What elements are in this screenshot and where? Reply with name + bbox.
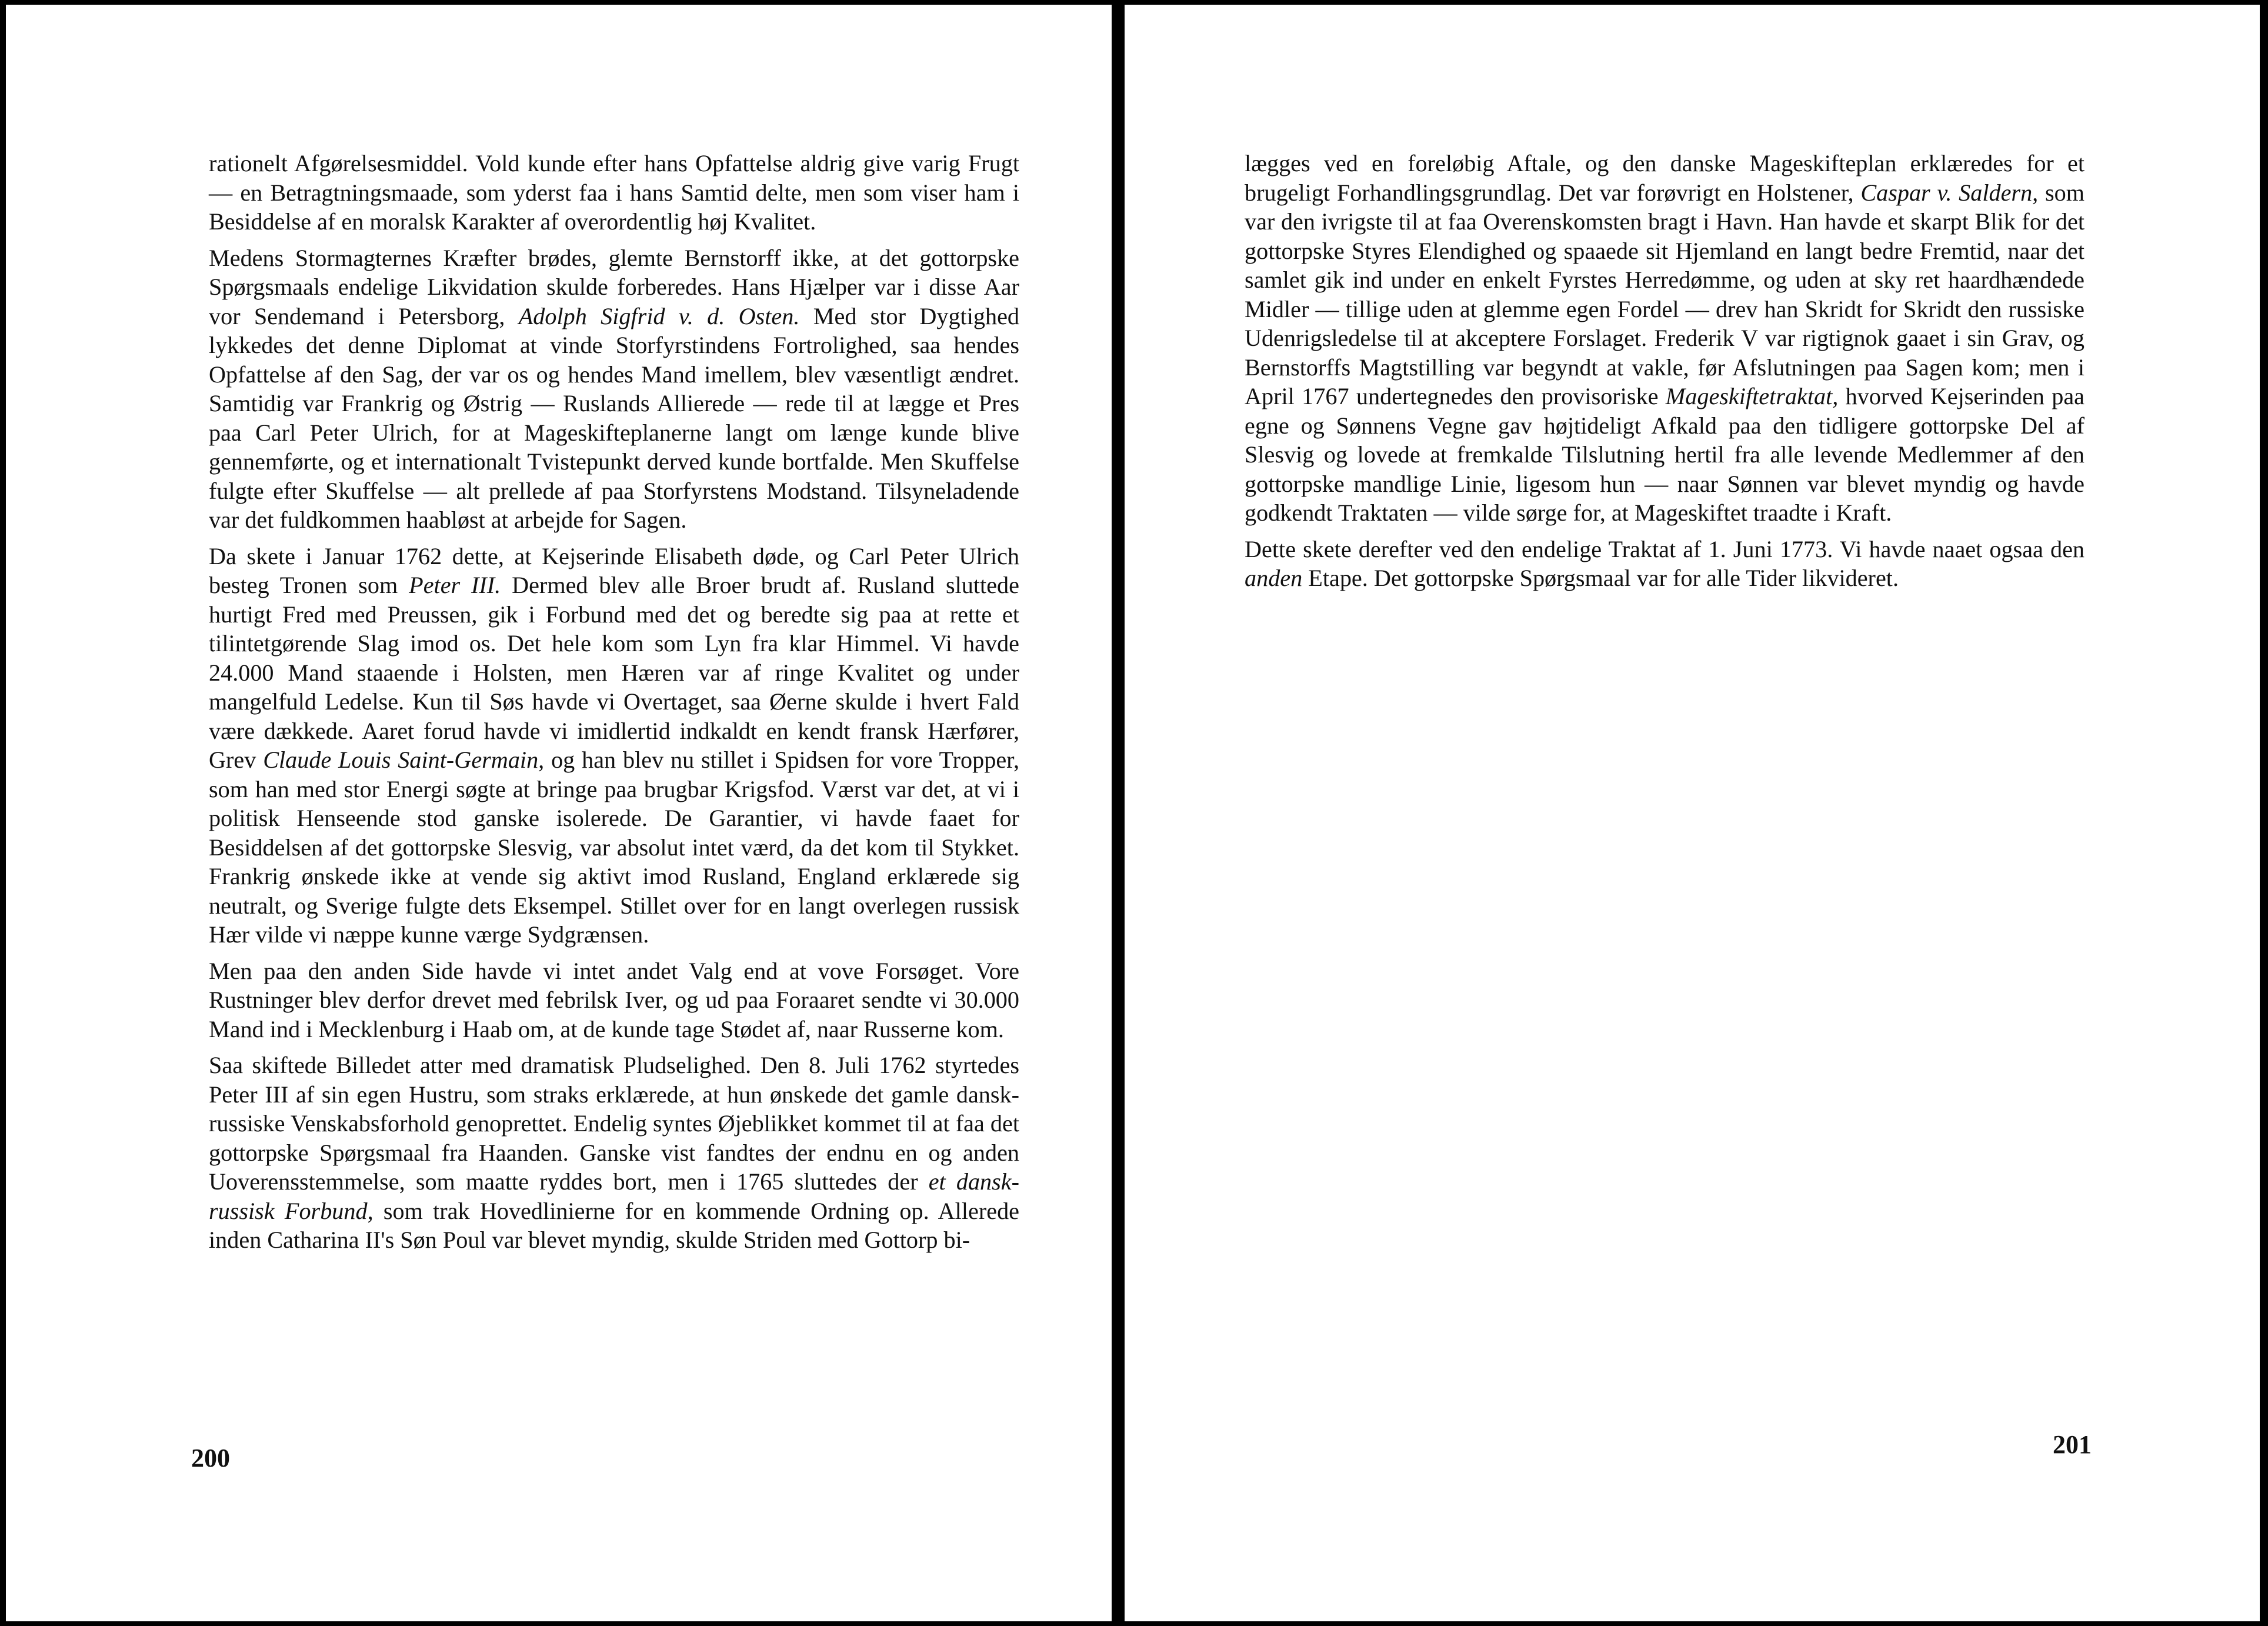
paragraph (209, 1051, 1019, 1255)
text-run: rationelt Afgørelsesmiddel. Vold kunde efter hans Opfattelse aldrig give varig Frugt — en Betragtningsmaade, som yderst faa i hans Samtid delte, men som viser ham i Besiddelse af en moralsk Karakter af overordentlig høj Kvalitet. (209, 150, 1019, 235)
text-run: som var den ivrigste til at faa Overenskomsten bragt i Havn. Han havde et skarpt Blik for det gottorpske Styres Elendighed og spaaede sit Hjemland en langt bedre Fremtid, naar det samlet gik ind under en enkelt Fyrstes Herredømme, og uden at sky ret haardhændede Midler — tillige uden at glemme egen Fordel — drev han Skridt for Skridt den russiske Udenrigsledelse til at akceptere Forslaget. Frederik V var rigtignok gaaet i sin Grav, og Bernstorffs Magtstilling var begyndt at vakle, før Afslutningen paa Sagen kom; men i April 1767 undertegnedes den provisoriske (1245, 179, 2084, 409)
text-run: Medens Stormagternes Kræfter brødes, glemte Bernstorff ikke, at det gottorpske Spørgsmaals endelige Likvidation skulde forberedes. Hans Hjælper var i disse Aar vor Sendemand i Petersborg, (209, 244, 1019, 329)
page-number: 201 (2053, 1430, 2092, 1459)
text-run: Med stor Dygtighed lykkedes det denne Diplomat at vinde Storfyrstindens Fortrolighed, saa hendes Opfattelse af den Sag, der var os og hendes Mand imellem, blev væsentligt ændret. Samtidig var Frankrig og Østrig — Ruslands Allierede — rede til at lægge et Pres paa Carl Peter Ulrich, for at Mageskifteplanerne langt om længe kunde blive gennemførte, og et internationalt Tvistepunkt derved kunde bortfalde. Men Skuffelse fulgte efter Skuffelse — alt prellede af paa Storfyrstens Modstand. Tilsyneladende var det fuldkommen haabløst at arbejde for Sagen. (209, 302, 1020, 533)
paragraph (209, 244, 1019, 535)
paragraph (209, 149, 1019, 236)
text-run: Saa skiftede Billedet atter med dramatisk Pludselighed. Den 8. Juli 1762 styrtedes Peter III af sin egen Hustru, som straks erklærede, at hun ønskede det gamle dansk-russiske Venskabsforhold genoprettet. Endelig syntes Øjeblikket kommet til at faa det gottorpske Spørgsmaal fra Haanden. Ganske vist fandtes der endnu en og anden Uoverensstemmelse, som maatte ryddes bort, men i 1765 sluttedes der (209, 1052, 1019, 1195)
text-run: Dermed blev alle Broer brudt af. Rusland sluttede hurtigt Fred med Preussen, gik i Forbund med det og beredte sig paa at rette et tilintetgørende Slag imod os. Det hele kom som Lyn fra klar Himmel. Vi havde 24.000 Mand staaende i Holsten, men Hæren var af ringe Kvalitet og under mangelfuld Ledelse. Kun til Søs havde vi Overtaget, saa Øerne skulde i hvert Fald være dækkede. Aaret forud havde vi imidlertid indkaldt en kendt fransk Hærfører, Grev (209, 572, 1019, 773)
text-run: Dette skete derefter ved den endelige Traktat af 1. Juni 1773. Vi havde naaet ogsaa den (1245, 535, 2084, 562)
right-page (1125, 5, 2260, 1621)
text-run: hvorved Kejserinden paa egne og Sønnens Vegne gav højtideligt Afkald paa den tidligere gottorpske Del af Slesvig og lovede at fremkalde Tilslutning hertil fra alle levende Medlemmer af den gottorpske mandlige Linie, ligesom hun — naar Sønnen var blevet myndig og havde godkendt Traktaten — vilde sørge for, at Mageskiftet traadte i Kraft. (1245, 383, 2084, 526)
italic-run: Peter III. (409, 572, 501, 598)
text-run: Da skete i Januar 1762 dette, at Kejserinde Elisabeth døde, og Carl Peter Ulrich besteg Tronen som (209, 542, 1019, 598)
text-run: Men paa den anden Side havde vi intet andet Valg end at vove Forsøget. Vore Rustninger blev derfor drevet med febrilsk Iver, og ud paa Foraaret sendte vi 30.000 Mand ind i Mecklenburg i Haab om, at de kunde tage Stødet af, naar Russerne kom. (209, 957, 1019, 1042)
text-run: lægges ved en foreløbig Aftale, og den danske Mageskifteplan erklæredes for et brugeligt Forhandlingsgrundlag. Det var forøvrigt en Holstener, (1245, 150, 2084, 206)
italic-run: Adolph Sigfrid v. d. Osten. (518, 302, 800, 329)
paragraph (209, 542, 1019, 949)
left-page-text (209, 149, 1019, 1262)
italic-run: Caspar v. Saldern, (1860, 179, 2039, 206)
right-page-text (1245, 149, 2084, 600)
paragraph (1245, 149, 2084, 528)
left-page (6, 5, 1112, 1621)
italic-run: Mageskiftetraktat, (1665, 383, 1839, 409)
page-number: 200 (191, 1444, 230, 1472)
text-run: og han blev nu stillet i Spidsen for vore Tropper, som han med stor Energi søgte at bringe paa brugbar Krigsfod. Værst var det, at vi i politisk Henseende stod ganske isolerede. De Garantier, vi havde faaet for Besiddelsen af det gottorpske Slesvig, var absolut intet værd, da det kom til Stykket. Frankrig ønskede ikke at vende sig aktivt imod Rusland, England erklærede sig neutralt, og Sverige fulgte dets Eksempel. Stillet over for en langt overlegen russisk Hær vilde vi næppe kunne værge Sydgrænsen. (209, 747, 1019, 948)
italic-run: anden (1245, 565, 1303, 591)
paragraph (209, 957, 1019, 1044)
text-run: Etape. Det gottorpske Spørgsmaal var for alle Tider likvideret. (1302, 565, 1899, 591)
italic-run: et dansk-russisk Forbund, (209, 1168, 1019, 1224)
italic-run: Claude Louis Saint-Germain, (263, 747, 545, 773)
paragraph (1245, 535, 2084, 593)
text-run: som trak Hovedlinierne for en kommende Ordning op. Allerede inden Catharina II's Søn Poul var blevet myndig, skulde Striden med Gottorp bi- (209, 1197, 1019, 1253)
